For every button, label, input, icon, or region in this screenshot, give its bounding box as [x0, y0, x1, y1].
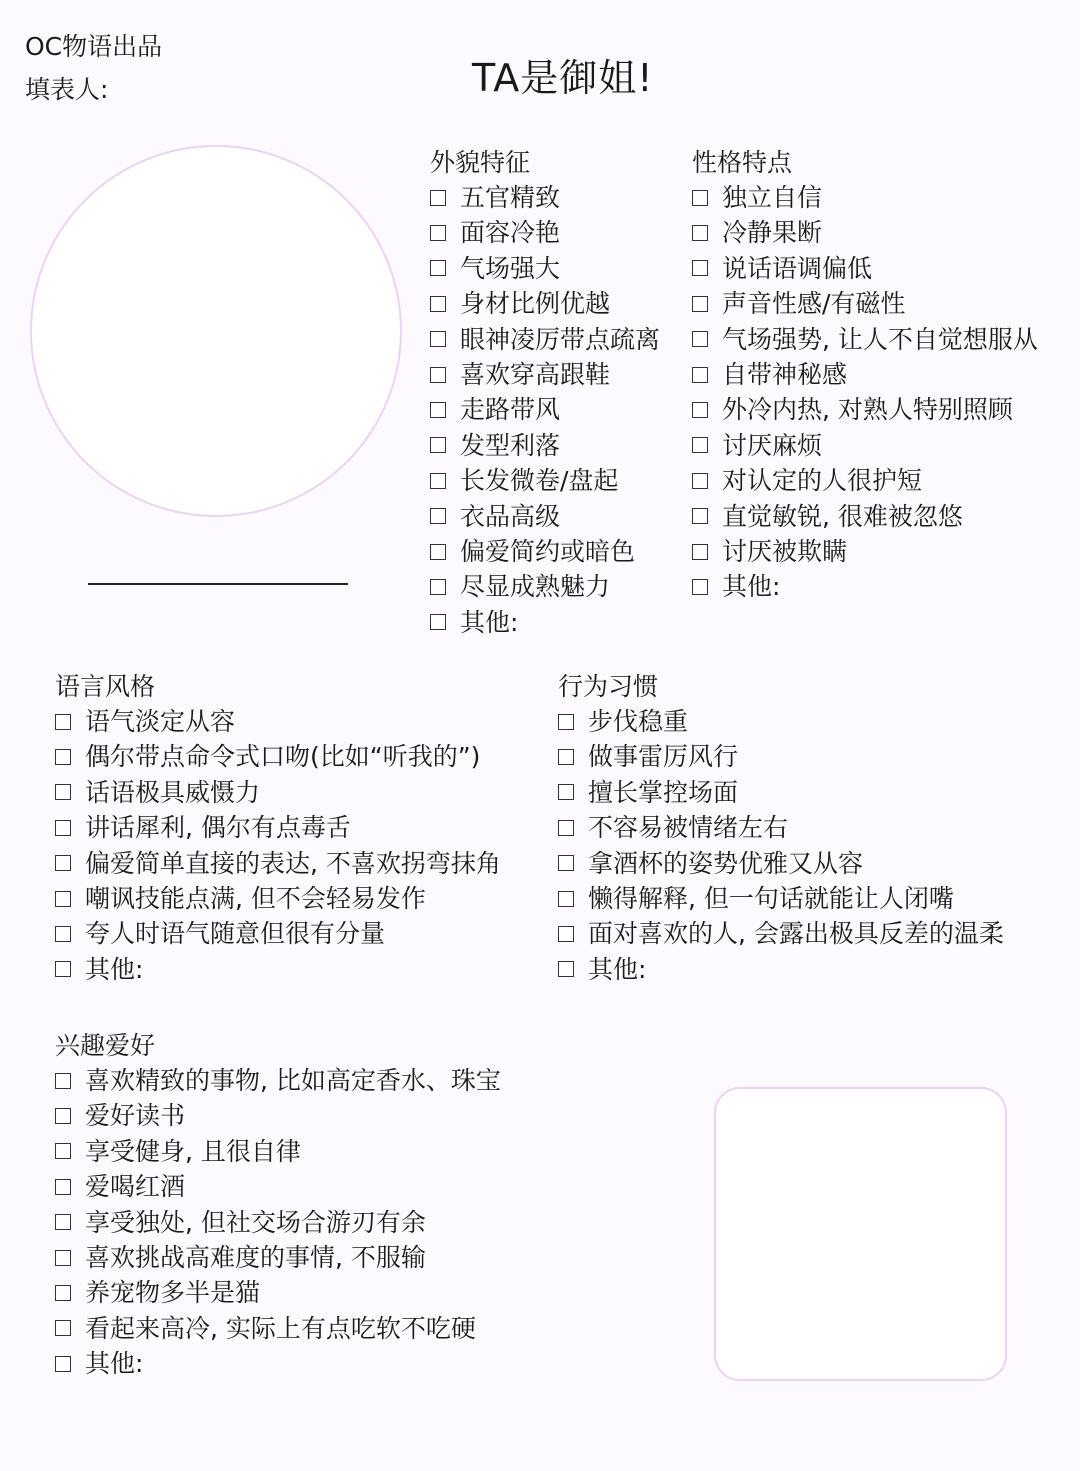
section-title: 行为习惯 — [558, 672, 659, 701]
checkbox[interactable] — [692, 508, 708, 524]
checklist-item[interactable] — [55, 704, 501, 739]
checklist-item-label: 讲话犀利, 偶尔有点毒舌 — [85, 813, 351, 843]
checkbox[interactable] — [430, 402, 446, 418]
checkbox[interactable] — [55, 855, 71, 871]
checklist-item[interactable] — [430, 605, 660, 640]
checklist-item[interactable] — [558, 775, 1004, 810]
checkbox[interactable] — [55, 891, 71, 907]
checklist-item-label: 面容冷艳 — [460, 218, 561, 248]
checklist-item[interactable] — [430, 180, 660, 215]
checkbox[interactable] — [430, 437, 446, 453]
checklist-item[interactable] — [55, 739, 501, 774]
checklist-item-label: 享受健身, 且很自律 — [85, 1136, 301, 1166]
checklist-item[interactable] — [692, 357, 1038, 392]
checklist-item-label: 擅长掌控场面 — [588, 777, 739, 807]
checklist-item[interactable] — [692, 463, 1038, 498]
checkbox[interactable] — [692, 579, 708, 595]
checklist-item-label: 爱喝红酒 — [85, 1172, 186, 1202]
appearance-section — [430, 145, 660, 640]
checklist-item[interactable] — [430, 392, 660, 427]
checkbox[interactable] — [430, 508, 446, 524]
checklist-item-label: 其他: — [85, 1349, 144, 1379]
checklist-item-label: 声音性感/有磁性 — [722, 289, 906, 319]
checklist-item-label: 面对喜欢的人, 会露出极具反差的温柔 — [588, 919, 1004, 949]
checklist-item-label: 喜欢穿高跟鞋 — [460, 359, 611, 389]
checkbox[interactable] — [55, 1285, 71, 1301]
photo-frame[interactable] — [714, 1087, 1007, 1381]
checkbox[interactable] — [692, 331, 708, 347]
checkbox[interactable] — [55, 1214, 71, 1230]
name-input-line[interactable] — [88, 583, 348, 585]
checklist-item-label: 不容易被情绪左右 — [588, 813, 789, 843]
checkbox[interactable] — [430, 296, 446, 312]
language-style-section — [55, 669, 501, 987]
checklist-item-label: 眼神凌厉带点疏离 — [460, 324, 661, 354]
checklist-item[interactable] — [558, 704, 1004, 739]
checkbox[interactable] — [692, 544, 708, 560]
portrait-circle-frame[interactable] — [30, 145, 402, 517]
checklist-item[interactable] — [55, 1275, 501, 1310]
checklist-item-label: 讨厌麻烦 — [722, 430, 823, 460]
checklist-item[interactable] — [430, 357, 660, 392]
checkbox[interactable] — [430, 190, 446, 206]
checklist-item[interactable] — [430, 499, 660, 534]
checklist-item[interactable] — [558, 846, 1004, 881]
checkbox[interactable] — [692, 437, 708, 453]
checkbox[interactable] — [558, 855, 574, 871]
checkbox[interactable] — [55, 1250, 71, 1266]
checklist-item[interactable] — [55, 1134, 501, 1169]
checklist-item-label: 讨厌被欺瞒 — [722, 536, 848, 566]
checklist-item-label: 夸人时语气随意但很有分量 — [85, 919, 386, 949]
checklist-item-label: 看起来高冷, 实际上有点吃软不吃硬 — [85, 1313, 476, 1343]
checklist-item-label: 独立自信 — [722, 183, 823, 212]
checkbox[interactable] — [55, 820, 71, 836]
checklist-item-label: 冷静果断 — [722, 218, 823, 248]
checklist-item-label: 自带神秘感 — [722, 359, 848, 389]
checkbox[interactable] — [55, 1108, 71, 1124]
checkbox[interactable] — [430, 260, 446, 276]
checkbox[interactable] — [692, 190, 708, 206]
checklist-item-label: 语气淡定从容 — [85, 707, 236, 736]
checklist-item-label: 步伐稳重 — [588, 707, 689, 736]
checkbox[interactable] — [558, 926, 574, 942]
checklist-item[interactable] — [55, 1205, 501, 1240]
checkbox[interactable] — [55, 1356, 71, 1372]
checkbox[interactable] — [692, 225, 708, 241]
checklist-item-label: 气场强大 — [460, 253, 561, 283]
checklist-item[interactable] — [55, 775, 501, 810]
checklist-item[interactable] — [692, 534, 1038, 569]
checklist-item[interactable] — [55, 810, 501, 845]
checklist-item[interactable] — [430, 251, 660, 286]
checklist-item[interactable] — [55, 1098, 501, 1133]
checkbox[interactable] — [55, 961, 71, 977]
checklist-item-label: 五官精致 — [460, 183, 561, 212]
checkbox[interactable] — [55, 1143, 71, 1159]
behavior-habits-section — [558, 669, 1004, 987]
hobbies-section — [55, 1028, 501, 1382]
checklist-item[interactable] — [55, 846, 501, 881]
checklist-item-label: 说话语调偏低 — [722, 253, 873, 283]
checkbox[interactable] — [430, 367, 446, 383]
checklist-item[interactable] — [55, 1346, 501, 1381]
personality-section — [692, 145, 1038, 605]
checklist-item-label: 话语极具威慑力 — [85, 777, 261, 807]
checklist-item[interactable] — [55, 1063, 501, 1098]
checklist-item[interactable] — [692, 286, 1038, 321]
checkbox[interactable] — [55, 784, 71, 800]
checklist-item-label: 身材比例优越 — [460, 289, 611, 319]
checkbox[interactable] — [558, 784, 574, 800]
checkbox[interactable] — [692, 473, 708, 489]
checklist-item[interactable] — [430, 215, 660, 250]
checkbox[interactable] — [558, 891, 574, 907]
checkbox[interactable] — [692, 260, 708, 276]
checklist-item[interactable] — [692, 569, 1038, 604]
checkbox[interactable] — [430, 544, 446, 560]
checklist-item[interactable] — [55, 1169, 501, 1204]
checkbox[interactable] — [55, 714, 71, 730]
filler-label: 填表人: — [25, 75, 109, 104]
brand-label: OC物语出品 — [25, 32, 163, 61]
checklist-item[interactable] — [692, 180, 1038, 215]
checklist-item[interactable] — [692, 499, 1038, 534]
checklist-item[interactable] — [558, 916, 1004, 951]
checklist-item-label: 尽显成熟魅力 — [460, 572, 611, 602]
checklist-item[interactable] — [692, 428, 1038, 463]
checklist-item-label: 喜欢挑战高难度的事情, 不服输 — [85, 1242, 426, 1272]
section-title: 兴趣爱好 — [55, 1031, 156, 1060]
checklist-item[interactable] — [692, 322, 1038, 357]
checklist-item-label: 偏爱简约或暗色 — [460, 536, 636, 566]
checklist-item-label: 直觉敏锐, 很难被忽悠 — [722, 501, 963, 531]
checklist-item[interactable] — [55, 916, 501, 951]
checklist-item[interactable] — [430, 569, 660, 604]
page-title: TA是御姐! — [472, 56, 654, 100]
checklist-item-label: 懒得解释, 但一句话就能让人闭嘴 — [588, 883, 954, 913]
checklist-item-label: 嘲讽技能点满, 但不会轻易发作 — [85, 883, 426, 913]
checkbox[interactable] — [430, 473, 446, 489]
checkbox[interactable] — [692, 402, 708, 418]
checkbox[interactable] — [55, 1179, 71, 1195]
checklist-item-label: 做事雷厉风行 — [588, 742, 739, 772]
checklist-item[interactable] — [55, 1311, 501, 1346]
checkbox[interactable] — [430, 225, 446, 241]
checklist-item-label: 对认定的人很护短 — [722, 466, 923, 496]
checklist-item[interactable] — [430, 286, 660, 321]
checklist-item-label: 衣品高级 — [460, 501, 561, 531]
checklist-item[interactable] — [692, 215, 1038, 250]
checklist-item-label: 长发微卷/盘起 — [460, 466, 619, 496]
checkbox[interactable] — [430, 614, 446, 630]
checklist-item[interactable] — [55, 1240, 501, 1275]
checkbox[interactable] — [558, 961, 574, 977]
checklist-item-label: 偏爱简单直接的表达, 不喜欢拐弯抹角 — [85, 848, 501, 878]
checklist-item-label: 外冷内热, 对熟人特别照顾 — [722, 395, 1013, 425]
checklist-item[interactable] — [558, 810, 1004, 845]
section-title: 性格特点 — [692, 148, 793, 177]
checkbox[interactable] — [692, 367, 708, 383]
checklist-item-label: 发型利落 — [460, 430, 561, 460]
checklist-item-label: 拿酒杯的姿势优雅又从容 — [588, 848, 864, 878]
checkbox[interactable] — [55, 1320, 71, 1336]
checklist-item-label: 养宠物多半是猫 — [85, 1278, 261, 1308]
checklist-item-label: 爱好读书 — [85, 1101, 186, 1131]
checklist-item[interactable] — [558, 952, 1004, 987]
checklist-item[interactable] — [430, 534, 660, 569]
checklist-item-label: 其他: — [722, 572, 781, 602]
checklist-item[interactable] — [55, 952, 501, 987]
checklist-item[interactable] — [55, 881, 501, 916]
checklist-item-label: 其他: — [588, 954, 647, 984]
checklist-item[interactable] — [430, 322, 660, 357]
section-title: 语言风格 — [55, 672, 156, 701]
checkbox[interactable] — [430, 331, 446, 347]
checklist-item-label: 偶尔带点命令式口吻(比如“听我的”) — [85, 742, 481, 772]
checkbox[interactable] — [558, 714, 574, 730]
checklist-item[interactable] — [430, 463, 660, 498]
checklist-item[interactable] — [692, 251, 1038, 286]
checklist-item-label: 气场强势, 让人不自觉想服从 — [722, 324, 1038, 354]
checklist-item-label: 其他: — [85, 954, 144, 984]
checklist-item[interactable] — [692, 392, 1038, 427]
checkbox[interactable] — [558, 820, 574, 836]
checklist-item[interactable] — [558, 881, 1004, 916]
checklist-item-label: 其他: — [460, 607, 519, 637]
checklist-item[interactable] — [430, 428, 660, 463]
checklist-item-label: 喜欢精致的事物, 比如高定香水、珠宝 — [85, 1066, 501, 1095]
checklist-item-label: 享受独处, 但社交场合游刃有余 — [85, 1207, 426, 1237]
checkbox[interactable] — [430, 579, 446, 595]
checkbox[interactable] — [55, 749, 71, 765]
section-title: 外貌特征 — [430, 148, 531, 177]
checklist-item-label: 走路带风 — [460, 395, 561, 425]
checkbox[interactable] — [558, 749, 574, 765]
checkbox[interactable] — [55, 1073, 71, 1089]
checkbox[interactable] — [55, 926, 71, 942]
checkbox[interactable] — [692, 296, 708, 312]
checklist-item[interactable] — [558, 739, 1004, 774]
